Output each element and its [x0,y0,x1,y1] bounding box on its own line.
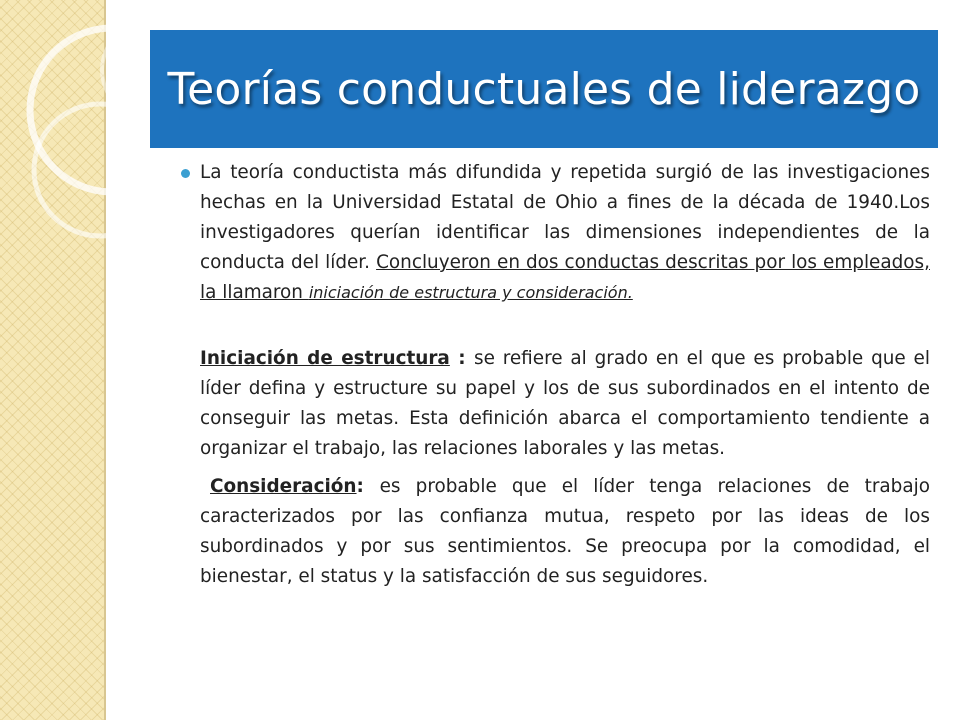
iniciacion-term: Iniciación de estructura [200,348,450,369]
title-bar [150,30,938,148]
intro-conclusion-text: Concluyeron en dos conductas descritas por los empleados, la llamaron [200,252,930,303]
consideracion-text: es probable que el líder tenga relaciones de trabajo caracterizados por las confianza mutua, respeto por las ideas de los subordinados y por sus sentimientos. Se preocupa por la comodidad, el bienestar, el status y la satisfacción de sus seguidores. [200,476,930,587]
slide-content [176,158,930,592]
slide-title: Teorías conductuales de liderazgo [167,63,921,115]
intro-paragraph [200,158,930,308]
consideracion-separator: : [356,476,380,497]
iniciacion-paragraph [200,344,930,464]
intro-text: La teoría conductista más difundida y repetida surgió de las investigaciones hechas en la Universidad Estatal de Ohio a fines de la década de 1940.Los investigadores querían identificar las dimensiones independientes de la conducta del líder. [200,162,930,273]
bullet-icon [181,169,190,178]
intro-conclusion-terms: iniciación de estructura y consideración. [308,283,633,302]
iniciacion-separator: : [449,348,474,369]
consideracion-paragraph [200,472,930,592]
consideracion-term: Consideración [210,476,357,497]
iniciacion-text: se refiere al grado en el que es probable que el líder defina y estructure su papel y los de sus subordinados en el intento de conseguir las metas. Esta definición abarca el comportamiento tendiente a organizar el trabajo, las relaciones laborales y las metas. [200,348,930,459]
decorative-side-panel [0,0,106,720]
